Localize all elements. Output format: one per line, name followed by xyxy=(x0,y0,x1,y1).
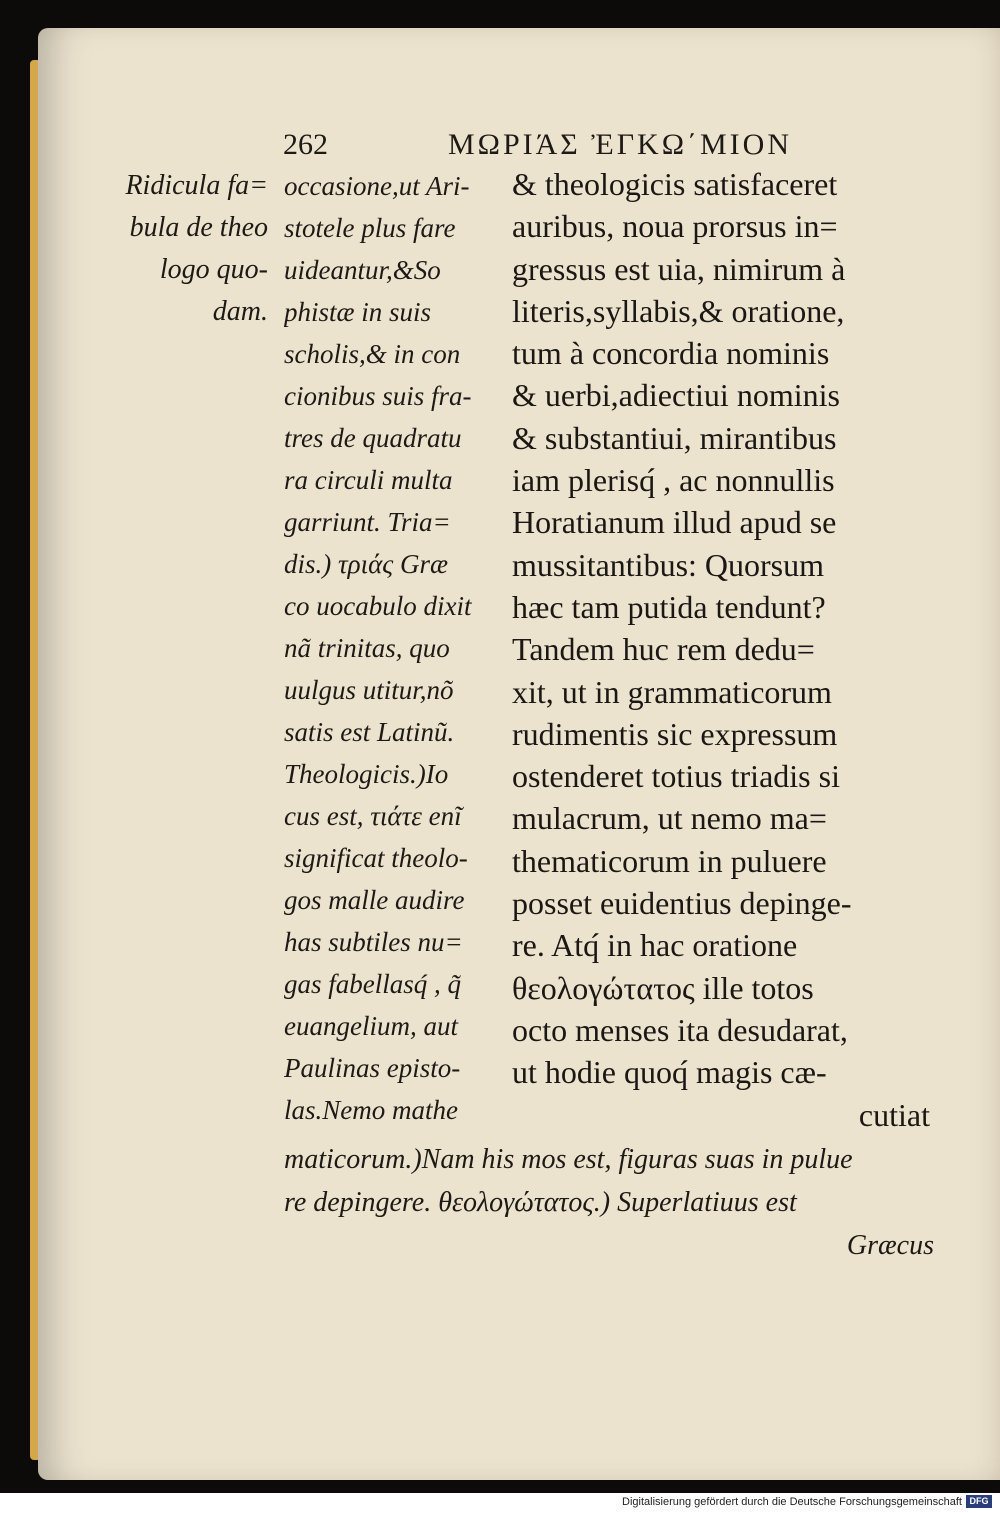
commentary-line: stotele plus fare xyxy=(284,213,456,243)
commentary-line: ra circuli multa xyxy=(284,465,453,495)
main-text-line: xit, ut in grammaticorum xyxy=(512,673,832,710)
commentary-tail-line: re depingere. θεολογώτατος.) Superlatiuus est xyxy=(284,1187,797,1218)
page-number: 262 xyxy=(283,128,328,161)
commentary-line: occasione,ut Ari- xyxy=(284,171,470,201)
commentary-line: uulgus utitur,nõ xyxy=(284,675,454,705)
commentary-line: cus est, τιάτε enĩ xyxy=(284,801,462,831)
commentary-line: satis est Latinũ. xyxy=(284,717,455,747)
main-text-line: gressus est uia, nimirum à xyxy=(512,250,846,287)
commentary-line: tres de quadratu xyxy=(284,423,462,453)
main-text-column xyxy=(512,163,930,1136)
main-text-line: θεολογώτατος ille totos xyxy=(512,969,814,1006)
marginal-note-line: dam. xyxy=(212,296,268,327)
running-head: ΜΩΡΙΆΣ ἘΓΚΩ΄ΜΙΟΝ xyxy=(448,128,793,161)
main-text-line: Tandem huc rem dedu= xyxy=(512,631,815,668)
catchword: cutiat xyxy=(858,1096,930,1133)
main-text-line: Horatianum illud apud se xyxy=(512,504,837,541)
main-text-line: mussitantibus: Quorsum xyxy=(512,546,825,583)
commentary-column xyxy=(284,165,499,1131)
commentary-tail-line: maticorum.)Nam his mos est, figuras suas in pulue xyxy=(284,1144,853,1175)
commentary-line: scholis,& in con xyxy=(284,339,461,369)
commentary-line: las.Nemo mathe xyxy=(284,1095,458,1125)
main-text-line: & uerbi,adiectiui nominis xyxy=(512,377,840,414)
main-text-line: octo menses ita desudarat, xyxy=(512,1011,848,1048)
main-text-line: thematicorum in puluere xyxy=(512,842,827,879)
commentary-catchword: Græcus xyxy=(846,1230,934,1261)
digitization-credit: Digitalisierung gefördert durch die Deutsche Forschungsgemeinschaft xyxy=(622,1496,962,1508)
main-text-line: iam plerisq́ , ac nonnullis xyxy=(512,462,835,499)
main-text-line: mulacrum, ut nemo ma= xyxy=(512,800,827,837)
commentary-line: co uocabulo dixit xyxy=(284,591,472,621)
dfg-logo: DFG xyxy=(966,1495,992,1508)
commentary-line: euangelium, aut xyxy=(284,1011,458,1041)
commentary-line: has subtiles nu= xyxy=(284,927,463,957)
commentary-continuation xyxy=(284,1138,934,1267)
commentary-line: cionibus suis fra- xyxy=(284,381,472,411)
commentary-line: gas fabellasq́ , q̃ xyxy=(284,969,462,999)
marginal-note-line: Ridicula fa= xyxy=(125,170,268,201)
commentary-line: uideantur,&So xyxy=(284,255,441,285)
marginal-note-line: logo quo- xyxy=(159,254,268,285)
main-text-line: hæc tam putida tendunt? xyxy=(512,588,826,625)
main-text-line: re. Atq́ in hac oratione xyxy=(512,927,798,964)
commentary-line: significat theolo- xyxy=(284,843,468,873)
main-text-line: posset euidentius depinge- xyxy=(512,885,852,922)
main-text-line: ostenderet totius triadis si xyxy=(512,758,840,795)
commentary-line: gos malle audire xyxy=(284,885,465,915)
marginal-note xyxy=(100,165,268,333)
commentary-line: dis.) τριάς Græ xyxy=(284,549,449,579)
main-text-line: ut hodie quoq́ magis cæ- xyxy=(512,1054,827,1091)
commentary-line: garriunt. Tria= xyxy=(284,507,451,537)
page-header xyxy=(0,128,1000,168)
main-text-line: auribus, noua prorsus in= xyxy=(512,208,838,245)
main-text-line: tum à concordia nominis xyxy=(512,335,830,372)
commentary-line: phistæ in suis xyxy=(284,297,432,327)
main-text-line: rudimentis sic expressum xyxy=(512,715,838,752)
marginal-note-line: bula de theo xyxy=(129,212,268,243)
main-text-line: & theologicis satisfaceret xyxy=(512,166,838,202)
main-text-line: literis,syllabis,& oratione, xyxy=(512,292,845,329)
commentary-line: Theologicis.)Io xyxy=(284,759,449,789)
commentary-line: Paulinas episto- xyxy=(284,1053,461,1083)
commentary-line: nã trinitas, quo xyxy=(284,633,450,663)
main-text-line: & substantiui, mirantibus xyxy=(512,419,837,456)
